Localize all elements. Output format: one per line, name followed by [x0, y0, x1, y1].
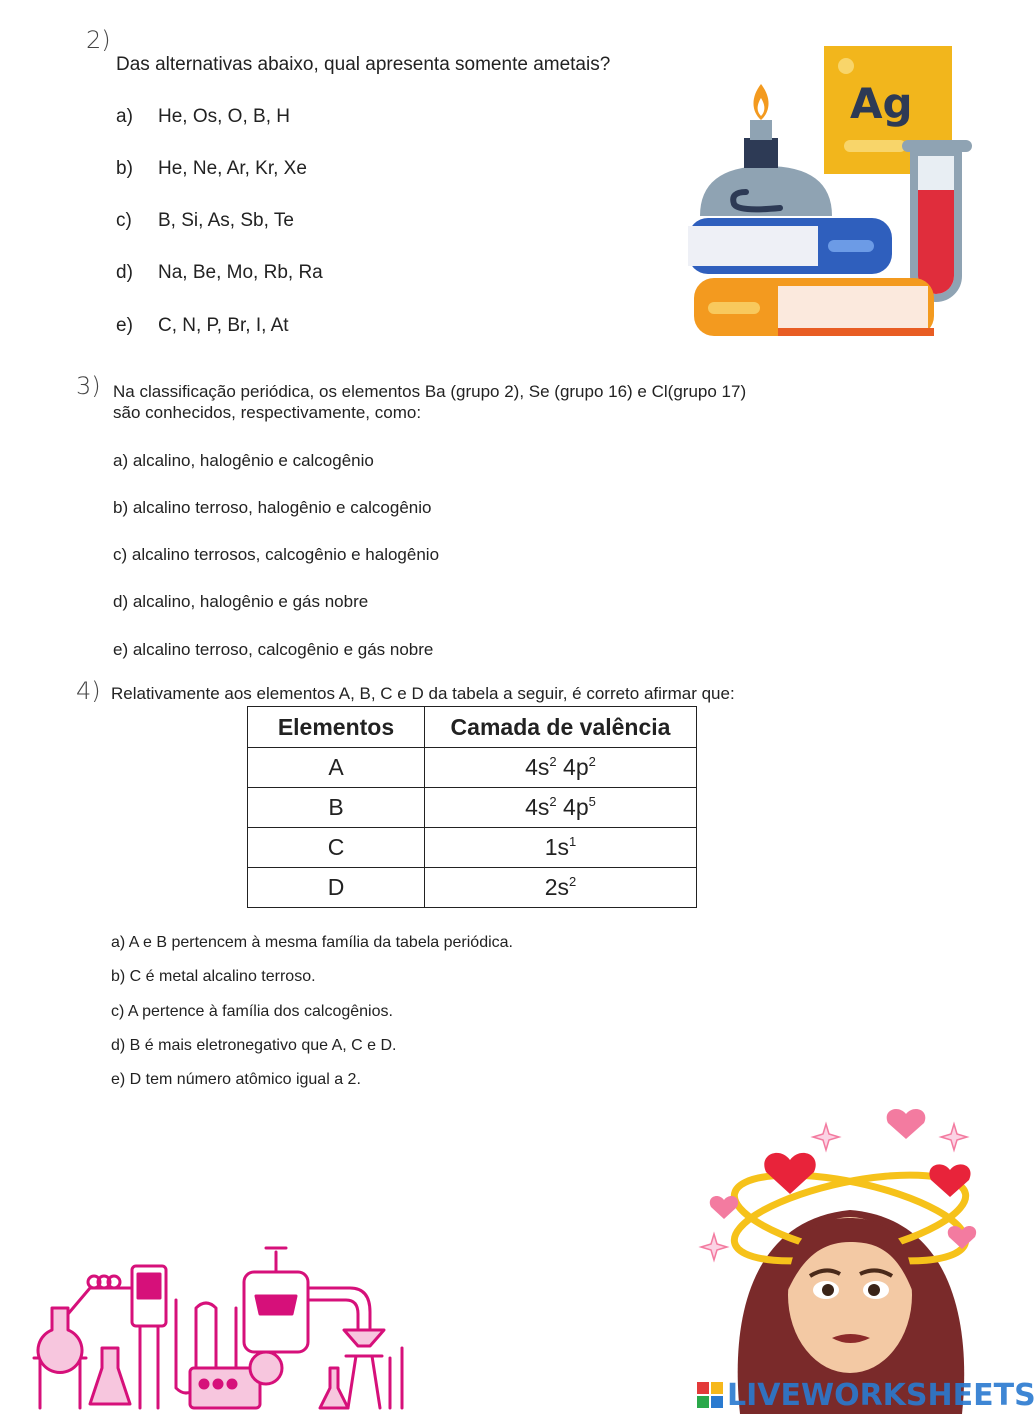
table-row	[248, 828, 697, 868]
question-2-text: Das alternativas abaixo, qual apresenta somente ametais?	[116, 54, 611, 75]
question-3-line-2: são conhecidos, respectivamente, como:	[113, 403, 422, 422]
question-3-text	[113, 381, 853, 423]
option-letter: e)	[116, 315, 133, 336]
lab-equipment-doodle	[30, 1238, 410, 1414]
sparkle-icon	[941, 1124, 967, 1150]
avatar-illustration	[700, 1100, 1000, 1414]
q3-option-a[interactable]: a) alcalino, halogênio e calcogênio	[113, 451, 374, 470]
option-text: B, Si, As, Sb, Te	[158, 210, 294, 231]
element-cell: B	[248, 788, 425, 828]
orbital: 2s	[544, 874, 570, 900]
orbital: 1s	[544, 834, 570, 860]
table-row	[248, 788, 697, 828]
heart-icon	[764, 1153, 815, 1194]
orbital: 4p	[563, 754, 589, 780]
electron-count: 5	[588, 794, 596, 809]
q3-option-b[interactable]: b) alcalino terroso, halogênio e calcogênio	[113, 498, 432, 517]
orbital: 4s	[525, 754, 550, 780]
option-letter: d)	[116, 262, 133, 283]
sparkle-icon	[701, 1234, 727, 1260]
valence-cell	[425, 828, 697, 868]
element-cell: D	[248, 868, 425, 908]
electron-count: 2	[588, 754, 596, 769]
question-2-number: 2)	[86, 26, 111, 54]
chemistry-books-illustration	[680, 40, 980, 345]
q4-option-c[interactable]: c) A pertence à família dos calcogênios.	[111, 1003, 393, 1020]
q4-option-e[interactable]: e) D tem número atômico igual a 2.	[111, 1071, 361, 1088]
q3-option-e[interactable]: e) alcalino terroso, calcogênio e gás nobre	[113, 640, 434, 659]
q2-option-d[interactable]	[116, 262, 323, 284]
option-text: C, N, P, Br, I, At	[158, 315, 289, 336]
valence-cell	[425, 788, 697, 828]
ag-symbol: Ag	[850, 79, 913, 128]
question-3-number: 3)	[76, 372, 101, 400]
valence-cell	[425, 748, 697, 788]
table-header-row	[248, 707, 697, 748]
table-row	[248, 868, 697, 908]
sparkle-icon	[813, 1124, 839, 1150]
q4-option-b[interactable]: b) C é metal alcalino terroso.	[111, 968, 316, 985]
q3-option-d[interactable]: d) alcalino, halogênio e gás nobre	[113, 592, 369, 611]
q4-option-d[interactable]: d) B é mais eletronegativo que A, C e D.	[111, 1037, 397, 1054]
element-cell: C	[248, 828, 425, 868]
q2-option-e[interactable]	[116, 315, 289, 337]
valence-cell	[425, 868, 697, 908]
element-cell: A	[248, 748, 425, 788]
table-header: Elementos	[248, 707, 425, 748]
q3-option-c[interactable]: c) alcalino terrosos, calcogênio e halogênio	[113, 545, 440, 564]
electron-count: 2	[549, 794, 557, 809]
option-text: He, Ne, Ar, Kr, Xe	[158, 158, 307, 179]
option-text: He, Os, O, B, H	[158, 106, 290, 127]
option-letter: c)	[116, 210, 132, 231]
heart-icon	[710, 1196, 738, 1219]
option-letter: b)	[116, 158, 133, 179]
q4-option-a[interactable]: a) A e B pertencem à mesma família da tabela periódica.	[111, 934, 513, 951]
q2-option-c[interactable]	[116, 210, 294, 232]
orbital: 4s	[525, 794, 550, 820]
q2-option-a[interactable]	[116, 106, 290, 128]
q2-option-b[interactable]	[116, 158, 307, 180]
electron-count: 1	[569, 834, 577, 849]
question-3-line-1: Na classificação periódica, os elementos Ba (grupo 2), Se (grupo 16) e Cl(grupo 17)	[113, 382, 747, 401]
heart-icon	[887, 1109, 926, 1139]
valence-table	[247, 706, 697, 908]
liveworksheets-logo-icon	[697, 1382, 723, 1408]
orbital: 4p	[563, 794, 589, 820]
electron-count: 2	[549, 754, 557, 769]
electron-count: 2	[569, 874, 577, 889]
option-letter: a)	[116, 106, 133, 127]
question-4-number: 4)	[76, 677, 101, 705]
watermark: LIVEWORKSHEETS	[727, 1378, 1036, 1413]
question-4-text: Relativamente aos elementos A, B, C e D da tabela a seguir, é correto afirmar que:	[111, 684, 735, 703]
table-header: Camada de valência	[425, 707, 697, 748]
table-row	[248, 748, 697, 788]
option-text: Na, Be, Mo, Rb, Ra	[158, 262, 323, 283]
